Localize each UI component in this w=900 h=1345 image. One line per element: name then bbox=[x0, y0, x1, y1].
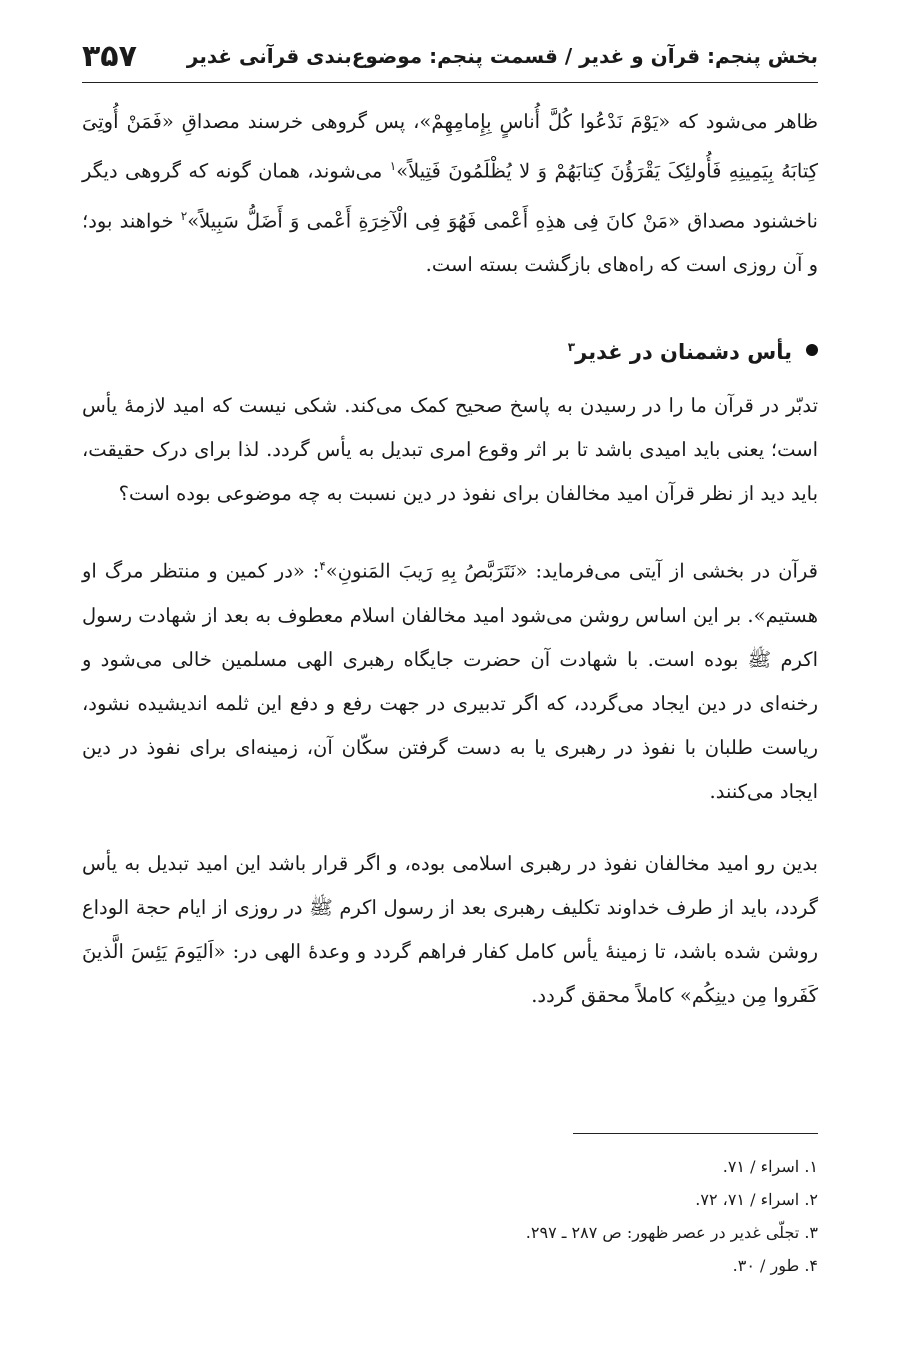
spacer bbox=[82, 814, 818, 842]
footnote-divider bbox=[573, 1133, 818, 1134]
paragraph-2: تدبّر در قرآن ما را در رسیدن به پاسخ صحیح کمک می‌کند. شکی نیست که امید لازمهٔ یأس است؛ یعنی باید امیدی باشد تا بر اثر وقوع امری تبدیل به یأس گردد. لذا برای درک حقیقت، باید دید از نظر قرآن امید مخالفان برای نفوذ در دین نسبت به چه موضوعی بوده است؟ bbox=[82, 394, 818, 505]
page-header bbox=[82, 30, 818, 83]
footnote-item: ۴. طور / ۳۰. bbox=[732, 1256, 818, 1275]
footnote-ref-4: ۴ bbox=[319, 559, 326, 573]
section-heading bbox=[82, 323, 818, 376]
page-body bbox=[82, 100, 818, 1018]
paragraph-1-text-a: ظاهر می‌شود که «یَوْمَ نَدْعُوا کُلَّ أُناسٍ بِإِمامِهِمْ»، پس گروهی خرسند مصداقِ «فَمَنْ أُوتِیَ کِتابَهُ بِیَمِینِهِ فَأُولئِکَ یَقْرَؤُنَ کِتابَهُمْ وَ لا یُظْلَمُونَ فَتِیلاً» bbox=[82, 110, 818, 183]
footnote-ref-2: ۲ bbox=[180, 208, 188, 223]
spacer bbox=[82, 287, 818, 323]
bullet-icon bbox=[806, 344, 818, 356]
running-title: بخش پنجم: قرآن و غدیر / قسمت پنجم: موضوع‌بندی قرآنی غدیر bbox=[186, 44, 818, 68]
paragraph-1 bbox=[82, 100, 818, 287]
footnotes bbox=[82, 1150, 818, 1282]
page-number: ۳۵۷ bbox=[82, 38, 137, 74]
paragraph-3 bbox=[82, 544, 818, 814]
section-heading-text: یأس دشمنان در غدیر bbox=[575, 340, 792, 364]
paragraph-4: بدین رو امید مخالفان نفوذ در رهبری اسلامی بوده، و اگر قرار باشد این امید تبدیل به یأس گردد، باید از طرف خداوند تکلیف رهبری بعد از رسول اکرم ﷺ در روزی از ایام حجة الوداع روشن شده باشد، تا زمینهٔ یأس کامل کفار فراهم گردد و وعدهٔ الهی در: «اَلیَومَ یَئِسَ الَّذینَ کَفَروا مِن دینِکُم» کاملاً محقق گردد. bbox=[82, 851, 818, 1007]
footnote-item: ۳. تجلّی غدیر در عصر ظهور: ص ۲۸۷ ـ ۲۹۷. bbox=[525, 1223, 818, 1242]
footnote-ref-3: ۳ bbox=[567, 340, 576, 354]
spacer bbox=[82, 516, 818, 544]
footnote-item: ۱. اسراء / ۷۱. bbox=[722, 1157, 818, 1176]
paragraph-1-text-b: می‌شوند، همان گونه که گروهی دیگر ناخشنود مصداق «مَنْ کانَ فِی هذِهِ أَعْمی فَهُوَ فِی الْآخِرَةِ أَعْمی وَ أَضَلُّ سَبِیلاً» bbox=[82, 159, 818, 232]
footnote-item: ۲. اسراء / ۷۱، ۷۲. bbox=[695, 1190, 818, 1209]
footnote-ref-1: ۱ bbox=[389, 159, 397, 173]
paragraph-1-text-c: خواهند بود؛ و آن روزی است که راه‌های بازگشت بسته است. bbox=[82, 209, 818, 276]
paragraph-3-text-b: : «در کمین و منتظر مرگ او هستیم». بر این اساس روشن می‌شود امید مخالفان اسلام معطوف به بعد از شهادت رسول اکرم ﷺ بوده است. با شهادت آن حضرت جایگاه رهبری الهی مسلمین خالی می‌شود و رخنه‌ای در دین ایجاد می‌گردد، که اگر تدبیری در جهت رفع و دفع این ثلمه اندیشیده نشود، ریاست طلبان با نفوذ در رهبری یا به دست گرفتن سکّان آن، زمینه‌ای برای نفوذ در دین ایجاد می‌کنند. bbox=[82, 559, 818, 803]
paragraph-3-text-a: قرآن در بخشی از آیتی می‌فرماید: «نَتَرَبَّصُ بِهِ رَیبَ المَنونِ» bbox=[325, 559, 818, 583]
